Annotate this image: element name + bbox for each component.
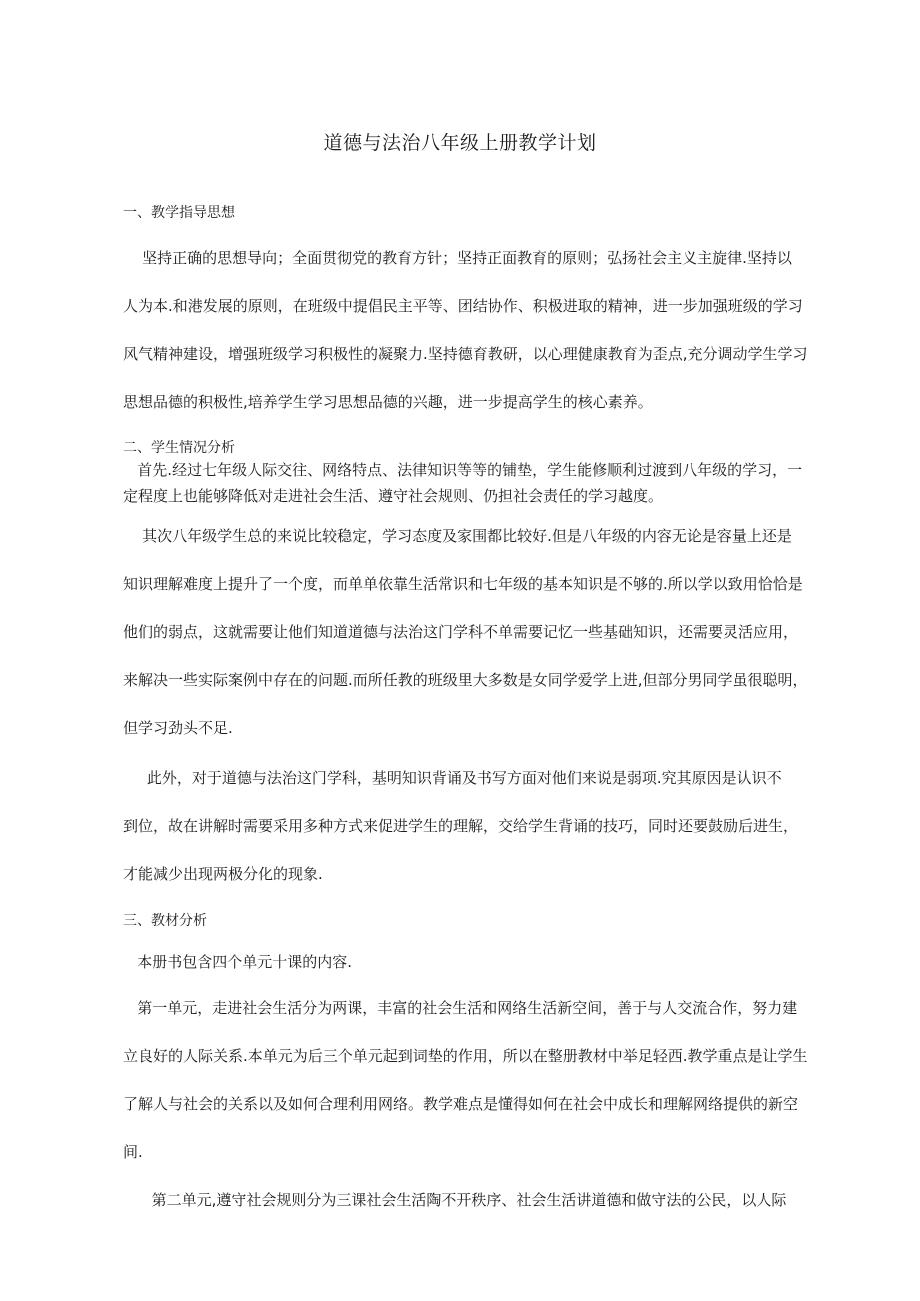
section-heading-textbook-analysis: 三、教材分析 xyxy=(123,913,207,929)
text-line: 人为本.和港发展的原则，在班级中提倡民主平等、团结协作、积极进取的精神，进一步加强班级的学习 xyxy=(123,297,803,315)
text-line: 才能减少出现两极分化的现象. xyxy=(123,865,323,883)
text-line: 本册书包含四个单元十课的内容. xyxy=(123,953,353,971)
text-line: 其次八年级学生总的来说比较稳定，学习态度及家围都比较好.但是八年级的内容无论是容量上还是 xyxy=(123,527,792,545)
textbook-analysis-paragraph-3 xyxy=(123,1189,829,1237)
text-line: 定程度上也能够降低对走进社会生活、遵守社会规则、仍担社会责任的学习越度。 xyxy=(123,487,664,505)
student-analysis-paragraph-1 xyxy=(123,459,829,511)
student-analysis-paragraph-2 xyxy=(123,525,829,765)
text-line: 来解决一些实际案例中存在的问题.而所任教的班级里大多数是女同学爱学上进,但部分男同学虽很聪明， xyxy=(123,671,808,689)
text-line: 第一单元，走进社会生活分为两课，丰富的社会生活和网络生活新空间，善于与人交流合作，努力建 xyxy=(123,999,798,1017)
text-line: 坚持正确的思想导向；全面贯彻党的教育方针；坚持正面教育的原则；弘扬社会主义主旋律.坚持以 xyxy=(123,249,792,267)
text-line: 知识理解难度上提升了一个度，而单单依靠生活常识和七年级的基本知识是不够的.所以学以致用恰恰是 xyxy=(123,575,803,593)
text-line: 了解人与社会的关系以及如何合理利用网络。教学难点是懂得如何在社会中成长和理解网络提供的新空 xyxy=(123,1095,799,1113)
textbook-analysis-paragraph-1 xyxy=(123,951,829,977)
text-line: 到位，故在讲解时需要采用多种方式来促进学生的理解，交给学生背诵的技巧，同时还要鼓励后进生， xyxy=(123,817,799,835)
student-analysis-paragraph-3 xyxy=(123,767,829,911)
textbook-analysis-paragraph-2 xyxy=(123,997,829,1189)
text-line: 间. xyxy=(123,1143,143,1161)
section-heading-guiding-ideology: 一、教学指导思想 xyxy=(123,205,235,221)
document-title: 道德与法治八年级上册教学计划 xyxy=(323,132,597,154)
text-line: 但学习劲头不足. xyxy=(123,719,233,737)
text-line: 首先.经过七年级人际交往、网络特点、法律知识等等的铺垫，学生能修顺利过渡到八年级的学习，一 xyxy=(123,461,803,479)
text-line: 第二单元,遵守社会规则分为三课社会生活陶不开秩序、社会生活讲道德和做守法的公民，以人际 xyxy=(123,1191,787,1209)
text-line: 风气精神建设，增强班级学习积极性的凝聚力.坚持德育教研，以心理健康教育为歪点,充分调动学生学习 xyxy=(123,345,808,363)
section-paragraph-guiding-ideology xyxy=(123,247,829,439)
text-line: 立良好的人际关系.本单元为后三个单元起到词垫的作用，所以在整册教材中举足轻西.教学重点是让学生 xyxy=(123,1047,808,1065)
text-line: 思想品德的积极性,培养学生学习思想品德的兴趣，进一步提高学生的核心素养。 xyxy=(123,393,653,411)
text-line: 此外，对于道德与法治这门学科，基明知识背诵及书写方面对他们来说是弱项.究其原因是认识不 xyxy=(123,769,782,787)
text-line: 他们的弱点，这就需要让他们知道道德与法治这门学科不单需要记忆一些基础知识，还需要灵活应用， xyxy=(123,623,799,641)
section-heading-student-analysis: 二、学生情况分析 xyxy=(123,440,235,456)
